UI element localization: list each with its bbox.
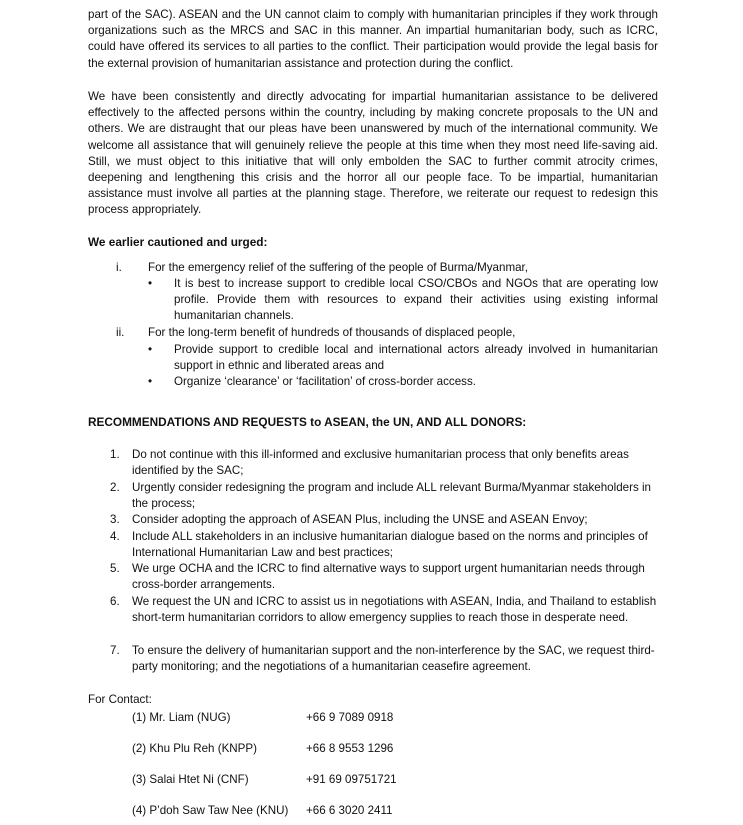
recommendation-item: To ensure the delivery of humanitarian support and the non-interference by the SAC, we request third-party monitoring; and the negotiations of a humanitarian ceasefire agreement. — [132, 644, 655, 674]
list-marker-2: 2. — [110, 481, 120, 494]
list-marker-i: i. — [116, 261, 122, 274]
bullet-icon: • — [148, 343, 153, 356]
recommendation-item: Urgently consider redesigning the program and include ALL relevant Burma/Myanmar stakeholders in the process; — [132, 481, 651, 511]
list-marker-7: 7. — [110, 644, 120, 657]
list-marker-ii: ii. — [116, 326, 125, 339]
bullet-icon: • — [148, 375, 153, 388]
cautioned-bullet-cross-border: Organize ‘clearance’ or ‘facilitation’ of cross-border access. — [174, 375, 476, 388]
contact-label: For Contact: — [88, 693, 152, 706]
bullet-icon: • — [148, 277, 153, 290]
list-marker-1: 1. — [110, 448, 120, 461]
list-marker-5: 5. — [110, 562, 120, 575]
heading-cautioned: We earlier cautioned and urged: — [88, 235, 268, 249]
contact-name: (3) Salai Htet Ni (CNF) — [132, 773, 249, 786]
contact-phone: +66 9 7089 0918 — [306, 711, 394, 724]
list-marker-3: 3. — [110, 513, 120, 526]
recommendation-item: We request the UN and ICRC to assist us in negotiations with ASEAN, India, and Thailand to establish short-term humanitarian corridors to allow emergency supplies to reach those in desperate need. — [132, 595, 657, 625]
contact-name: (4) P’doh Saw Taw Nee (KNU) — [132, 804, 289, 817]
cautioned-bullet-credible-actors: Provide support to credible local and international actors already involved in humanitarian support in ethnic and liberated areas and — [174, 343, 658, 373]
recommendation-item: Do not continue with this ill-informed and exclusive humanitarian process that only benefits areas identified by the SAC; — [132, 448, 629, 478]
contact-name: (2) Khu Plu Reh (KNPP) — [132, 742, 258, 755]
cautioned-item-emergency-relief: For the emergency relief of the suffering of the people of Burma/Myanmar, — [148, 261, 529, 274]
heading-recommendations: RECOMMENDATIONS AND REQUESTS to ASEAN, the UN, AND ALL DONORS: — [88, 415, 527, 429]
contact-phone: +91 69 09751721 — [306, 773, 397, 786]
paragraph-sac-impartiality: part of the SAC). ASEAN and the UN cannot claim to comply with humanitarian principles if they work through organizations such as the MRCS and SAC in this manner. An impartial humanitarian body, such as ICRC, could have offered its services to all parties to the conflict. Their participation would provide the legal basis for the external provision of humanitarian assistance and protection during the conflict. — [88, 8, 658, 70]
contact-phone: +66 6 3020 2411 — [306, 804, 393, 817]
contact-name: (1) Mr. Liam (NUG) — [132, 711, 231, 724]
contact-phone: +66 8 9553 1296 — [306, 742, 394, 755]
list-marker-6: 6. — [110, 595, 120, 608]
recommendation-item: Consider adopting the approach of ASEAN Plus, including the UNSE and ASEAN Envoy; — [132, 513, 588, 526]
recommendation-item: We urge OCHA and the ICRC to find alternative ways to support urgent humanitarian needs through cross-border arrangements. — [132, 562, 645, 592]
paragraph-advocacy: We have been consistently and directly advocating for impartial humanitarian assistance to be delivered effectively to the affected persons within the country, including by making concrete proposals to the UN and others. We are distraught that our pleas have been unanswered by much of the international community. We welcome all assistance that will genuinely relieve the people at this time when they most need life-saving aid. Still, we must object to this initiative that will only embolden the SAC to further commit atrocity crimes, deepening and lengthening this crisis and the horror all our people face. To be impartial, humanitarian assistance must involve all parties at the planning stage. Therefore, we reiterate our request to redesign this process appropriately. — [88, 90, 658, 217]
cautioned-bullet-local-support: It is best to increase support to credible local CSO/CBOs and NGOs that are operating low profile. Provide them with resources to expand their activities using existing informal humanitarian channels. — [174, 277, 658, 323]
recommendation-item: Include ALL stakeholders in an inclusive humanitarian dialogue based on the norms and principles of International Humanitarian Law and best practices; — [132, 530, 648, 560]
list-marker-4: 4. — [110, 530, 120, 543]
cautioned-item-long-term: For the long-term benefit of hundreds of thousands of displaced people, — [148, 326, 516, 339]
